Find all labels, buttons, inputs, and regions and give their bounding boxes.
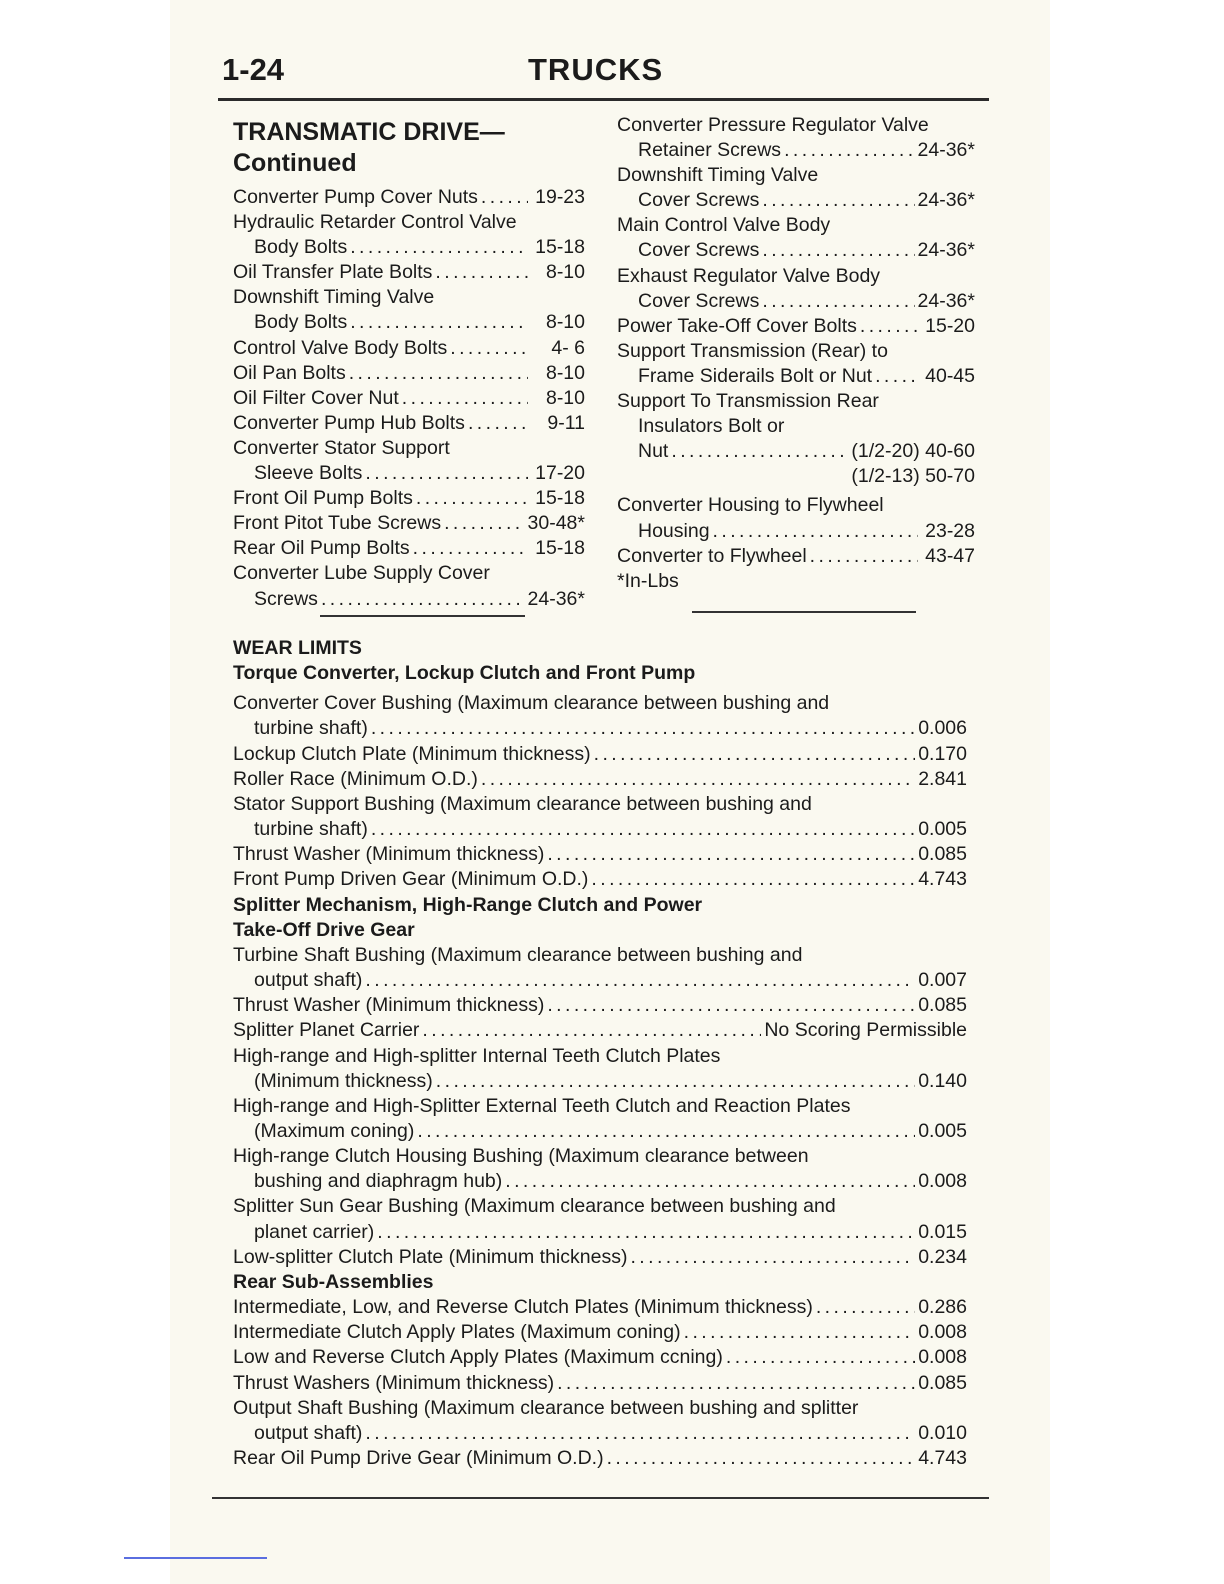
entry-label: Converter Cover Bushing (Maximum clearance between bushing and	[233, 692, 830, 715]
scan-artifact-line	[124, 1557, 267, 1559]
leader-dots	[402, 386, 528, 411]
entry-value: 24-36*	[917, 189, 975, 212]
leader-dots	[630, 1245, 915, 1270]
leader-dots	[436, 1069, 915, 1094]
torque-spec-item	[233, 536, 585, 561]
entry-label: Downshift Timing Valve	[233, 286, 435, 309]
entry-label: Screws	[254, 587, 318, 610]
entry-value: 8-10	[545, 386, 585, 409]
entry-label: Converter Housing to Flywheel	[617, 494, 884, 517]
wear-limit-item	[233, 1094, 967, 1144]
wear-limit-item	[233, 792, 967, 842]
entry-value: 24-36*	[917, 289, 975, 312]
torque-spec-item	[233, 386, 585, 411]
leader-dots	[377, 1220, 915, 1245]
wear-limit-item	[233, 867, 967, 892]
entry-value: 24-36*	[917, 139, 975, 162]
wear-limits-title: WEAR LIMITS	[233, 637, 362, 659]
entry-label: Roller Race (Minimum O.D.)	[233, 767, 478, 790]
leader-dots	[371, 817, 915, 842]
leader-dots	[417, 1119, 915, 1144]
entry-value: 2.841	[918, 767, 967, 790]
entry-value: 4- 6	[551, 336, 585, 359]
entry-label: Converter Pump Cover Nuts	[233, 186, 478, 208]
header-rule	[218, 98, 989, 101]
entry-label: High-range and High-Splitter External Teeth Clutch and Reaction Plates	[233, 1094, 851, 1117]
leader-dots	[860, 314, 918, 339]
entry-label: Intermediate, Low, and Reverse Clutch Plates (Minimum thickness)	[233, 1296, 813, 1319]
wear-limit-item	[233, 1245, 967, 1270]
wear-limit-item	[233, 1446, 967, 1471]
entry-value: 8-10	[545, 261, 585, 284]
entry-label: Rear Oil Pump Bolts	[233, 537, 410, 560]
entry-label: Converter Pump Hub Bolts	[233, 411, 465, 434]
leader-dots	[365, 968, 915, 993]
entry-value: 30-48*	[527, 512, 585, 535]
torque-spec-item	[617, 264, 975, 314]
wear-limit-item	[233, 742, 967, 767]
wear-limit-item	[233, 1044, 967, 1094]
leader-dots	[321, 587, 525, 612]
wear-limit-item	[233, 1320, 967, 1345]
entry-value: 0.008	[918, 1346, 967, 1369]
entry-label: Nut	[638, 440, 669, 463]
entry-label: Thrust Washers (Minimum thickness)	[233, 1371, 555, 1394]
left-torque-list	[233, 185, 585, 612]
entry-label: Splitter Planet Carrier	[233, 1019, 420, 1042]
page-number: 1-24	[222, 52, 285, 87]
entry-value: 24-36*	[527, 587, 585, 610]
leader-dots	[594, 742, 916, 767]
page-header	[222, 50, 988, 96]
entry-label: Converter Stator Support	[233, 436, 450, 459]
wear-limit-item	[233, 943, 967, 993]
torque-spec-item	[233, 185, 585, 210]
section-title: TRANSMATIC DRIVE—	[233, 118, 505, 146]
entry-label: turbine shaft)	[254, 717, 368, 740]
entry-value: 0.085	[918, 843, 967, 866]
entry-label: Stator Support Bushing (Maximum clearance between bushing and	[233, 792, 812, 815]
entry-value: 4.743	[918, 1447, 967, 1469]
entry-value: 40-45	[925, 364, 975, 387]
wear-limit-item	[233, 1371, 967, 1396]
leader-dots	[350, 310, 528, 335]
entry-label: Support Transmission (Rear) to	[617, 339, 888, 362]
entry-value: 23-28	[925, 519, 975, 542]
entry-value: 17-20	[535, 462, 585, 485]
leader-dots	[607, 1446, 916, 1471]
entry-label: Splitter Sun Gear Bushing (Maximum clearance between bushing and	[233, 1195, 836, 1218]
leader-dots	[365, 461, 528, 486]
entry-value: 0.005	[918, 1119, 967, 1142]
entry-label: Rear Oil Pump Drive Gear (Minimum O.D.)	[233, 1447, 604, 1469]
torque-spec-item	[233, 285, 585, 335]
entry-label: Converter Pressure Regulator Valve	[617, 114, 929, 136]
torque-spec-item	[233, 361, 585, 386]
entry-value: 15-20	[925, 314, 975, 337]
entry-value: 0.010	[918, 1421, 967, 1444]
footer-rule	[212, 1497, 989, 1499]
leader-dots	[810, 544, 918, 569]
entry-label: turbine shaft)	[254, 818, 368, 841]
entry-label: Hydraulic Retarder Control Valve	[233, 211, 517, 234]
entry-label: Body Bolts	[254, 311, 348, 334]
leader-dots	[416, 486, 528, 511]
torque-spec-item	[617, 213, 975, 263]
wear-limit-item	[233, 1295, 967, 1320]
entry-label: Front Pump Driven Gear (Minimum O.D.)	[233, 868, 589, 891]
entry-label: Downshift Timing Valve	[617, 164, 819, 187]
entry-label: Cover Screws	[638, 189, 760, 212]
leader-dots	[349, 361, 528, 386]
entry-label: Low and Reverse Clutch Apply Plates (Maximum ccning)	[233, 1346, 723, 1369]
wear-limit-item	[233, 1396, 967, 1446]
entry-value: No Scoring Permissible	[764, 1019, 967, 1042]
entry-label: High-range Clutch Housing Bushing (Maximum clearance between	[233, 1145, 809, 1168]
leader-dots	[762, 188, 914, 213]
entry-label: Converter Lube Supply Cover	[233, 562, 490, 585]
torque-spec-item	[233, 210, 585, 260]
torque-spec-item	[617, 339, 975, 389]
leader-dots	[547, 993, 915, 1018]
leader-dots	[784, 138, 914, 163]
entry-label: Thrust Washer (Minimum thickness)	[233, 994, 545, 1017]
entry-value: 0.006	[918, 717, 967, 740]
leader-dots	[413, 536, 528, 561]
entry-label: Output Shaft Bushing (Maximum clearance between bushing and splitter	[233, 1396, 859, 1419]
entry-value: 15-18	[535, 537, 585, 560]
entry-value: 4.743	[918, 868, 967, 891]
entry-label: Intermediate Clutch Apply Plates (Maximum coning)	[233, 1321, 681, 1344]
torque-spec-item	[233, 411, 585, 436]
leader-dots	[762, 289, 914, 314]
entry-label: output shaft)	[254, 1421, 363, 1444]
leader-dots	[481, 767, 915, 792]
entry-label: Lockup Clutch Plate (Minimum thickness)	[233, 742, 591, 765]
entry-label: Cover Screws	[638, 239, 760, 262]
entry-label: Front Oil Pump Bolts	[233, 487, 413, 510]
leader-dots	[762, 238, 914, 263]
leader-dots	[591, 867, 915, 892]
entry-label: Front Pitot Tube Screws	[233, 512, 442, 535]
entry-value: 0.234	[918, 1245, 967, 1268]
left-column-end-rule	[320, 615, 525, 617]
torque-spec-item	[617, 389, 975, 489]
wear-group-title: Splitter Mechanism, High-Range Clutch and Power	[233, 893, 703, 916]
wear-limit-item	[233, 1345, 967, 1370]
leader-dots	[505, 1169, 915, 1194]
wear-group-title: Rear Sub-Assemblies	[233, 1270, 434, 1293]
wear-limit-item	[233, 691, 967, 741]
entry-value: 0.140	[918, 1069, 967, 1092]
torque-spec-item	[617, 113, 975, 163]
entry-label: Oil Filter Cover Nut	[233, 386, 399, 409]
leader-dots	[371, 716, 915, 741]
entry-value: 0.008	[918, 1170, 967, 1193]
leader-dots	[435, 260, 528, 285]
entry-value: 0.085	[918, 994, 967, 1017]
entry-label: Turbine Shaft Bushing (Maximum clearance between bushing and	[233, 943, 803, 966]
entry-label: Cover Screws	[638, 289, 760, 312]
torque-spec-item	[233, 511, 585, 536]
wear-limit-item	[233, 767, 967, 792]
right-column	[617, 113, 975, 594]
leader-dots	[450, 336, 528, 361]
entry-value: 15-18	[535, 236, 585, 259]
leader-dots	[671, 439, 848, 464]
wear-limits-groups	[233, 661, 967, 1471]
right-column-end-rule	[692, 611, 916, 613]
torque-spec-item	[233, 561, 585, 611]
leader-dots	[547, 842, 915, 867]
entry-value: 0.007	[918, 969, 967, 992]
entry-value: 8-10	[545, 311, 585, 334]
entry-label: Low-splitter Clutch Plate (Minimum thickness)	[233, 1245, 628, 1268]
wear-group-title-cont: Take-Off Drive Gear	[233, 918, 415, 941]
entry-value: 9-11	[547, 411, 585, 434]
entry-label: Oil Pan Bolts	[233, 361, 346, 384]
page-title: TRUCKS	[528, 52, 664, 87]
entry-label: Insulators Bolt or	[638, 415, 785, 438]
entry-value: 43-47	[925, 544, 975, 567]
entry-label: High-range and High-splitter Internal Teeth Clutch Plates	[233, 1044, 721, 1067]
entry-label: Control Valve Body Bolts	[233, 336, 448, 359]
torque-spec-item	[233, 486, 585, 511]
leader-dots	[422, 1018, 761, 1043]
entry-value: 8-10	[545, 361, 585, 384]
torque-spec-item	[617, 544, 975, 569]
entry-value: 24-36*	[917, 239, 975, 262]
torque-spec-item	[617, 493, 975, 543]
torque-spec-item	[617, 163, 975, 213]
leader-dots	[350, 235, 528, 260]
wear-limit-item	[233, 993, 967, 1018]
left-column	[233, 117, 585, 612]
entry-value: 0.286	[918, 1296, 967, 1319]
entry-label: Power Take-Off Cover Bolts	[617, 314, 857, 337]
torque-spec-item	[617, 314, 975, 339]
entry-value: (1/2-20) 40-60	[851, 440, 975, 463]
torque-spec-item	[233, 260, 585, 285]
entry-label: Exhaust Regulator Valve Body	[617, 264, 881, 287]
leader-dots	[875, 364, 918, 389]
leader-dots	[816, 1295, 915, 1320]
torque-spec-item	[233, 436, 585, 486]
entry-label: Main Control Valve Body	[617, 214, 831, 237]
entry-label: Support To Transmission Rear	[617, 390, 879, 413]
leader-dots	[713, 519, 918, 544]
leader-dots	[726, 1345, 915, 1370]
entry-label: Retainer Screws	[638, 139, 782, 162]
wear-limit-item	[233, 1194, 967, 1244]
entry-label: Converter to Flywheel	[617, 544, 807, 567]
entry-value-alt: (1/2-13) 50-70	[851, 465, 975, 488]
wear-group-title: Torque Converter, Lockup Clutch and Front Pump	[233, 662, 696, 685]
entry-label: (Minimum thickness)	[254, 1069, 433, 1092]
leader-dots	[444, 511, 524, 536]
torque-spec-item	[233, 336, 585, 361]
wear-limit-item	[233, 1144, 967, 1194]
wear-limit-item	[233, 842, 967, 867]
entry-value: 19-23	[535, 186, 585, 208]
entry-label: Housing	[638, 519, 710, 542]
entry-label: Body Bolts	[254, 236, 348, 259]
entry-label: Frame Siderails Bolt or Nut	[638, 364, 873, 387]
entry-label: Sleeve Bolts	[254, 462, 363, 485]
wear-limit-item	[233, 1018, 967, 1043]
entry-label: planet carrier)	[254, 1220, 375, 1243]
section-title-continued: Continued	[233, 149, 357, 177]
entry-value: 0.170	[918, 742, 967, 765]
leader-dots	[557, 1371, 915, 1396]
leader-dots	[365, 1421, 915, 1446]
leader-dots	[468, 411, 528, 436]
entry-label: output shaft)	[254, 969, 363, 992]
entry-value: 0.008	[918, 1321, 967, 1344]
entry-label: (Maximum coning)	[254, 1119, 415, 1142]
entry-value: 0.085	[918, 1371, 967, 1394]
entry-label: Oil Transfer Plate Bolts	[233, 261, 433, 284]
entry-value: 0.005	[918, 818, 967, 841]
wear-limits-section	[233, 636, 967, 1471]
footnote: *In-Lbs	[617, 569, 679, 592]
entry-value: 15-18	[535, 487, 585, 510]
entry-label: bushing and diaphragm hub)	[254, 1170, 503, 1193]
right-torque-list	[617, 113, 975, 569]
leader-dots	[481, 185, 528, 210]
leader-dots	[684, 1320, 916, 1345]
entry-label: Thrust Washer (Minimum thickness)	[233, 843, 545, 866]
entry-value: 0.015	[918, 1220, 967, 1243]
